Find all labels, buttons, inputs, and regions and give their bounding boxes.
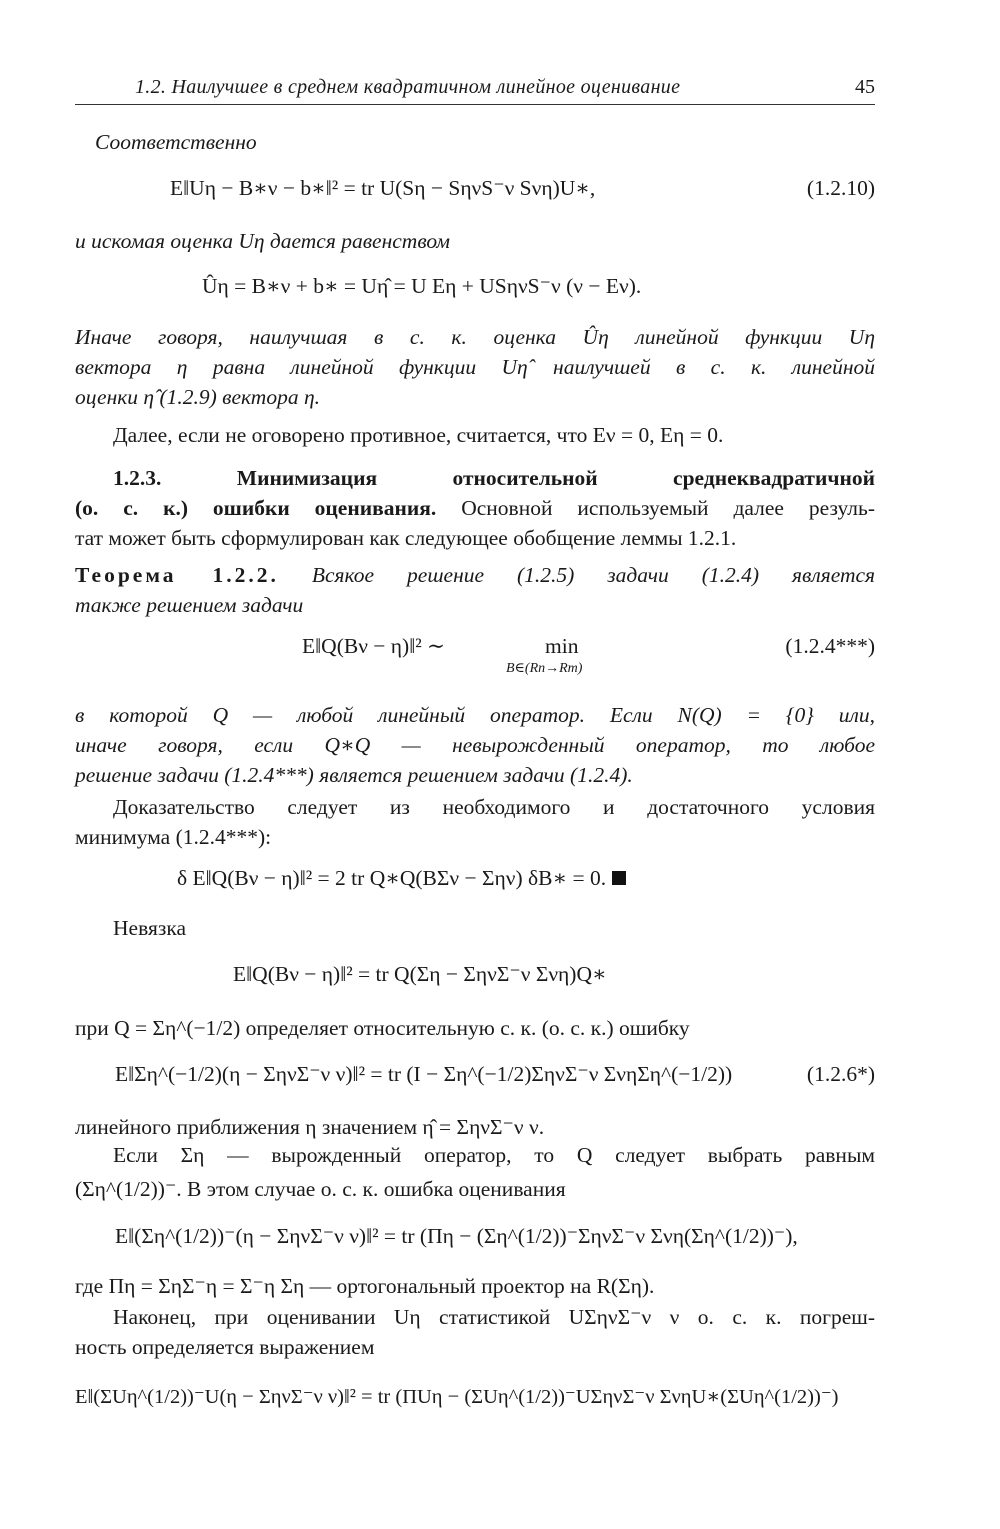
section-number: 1.2.3. xyxy=(113,466,162,490)
paragraph-linear-approx: линейного приближения η значением η̂ = ΣηνΣ⁻ν ν. xyxy=(75,1115,545,1139)
paragraph-assumption: Далее, если не оговорено противное, считается, что Eν = 0, Eη = 0. xyxy=(113,423,724,447)
theorem-line1 xyxy=(75,560,875,591)
section-intro-text: Основной используемый далее резуль- xyxy=(461,496,876,520)
paragraph-accordingly: Соответственно xyxy=(95,130,257,154)
section-1-2-3-heading-line1 xyxy=(75,463,875,494)
equation-residual: E‖Q(Bν − η)‖² = tr Q(Ση − ΣηνΣ⁻ν Σνη)Q∗ xyxy=(233,962,607,986)
equation-min-operator: min xyxy=(545,634,579,658)
theorem-cont-line3: решение задачи (1.2.4***) является решением задачи (1.2.4). xyxy=(75,763,633,787)
equation-number-1-2-6-star: (1.2.6*) xyxy=(806,1062,875,1086)
section-heading-text: Минимизация относительной среднеквадратичной xyxy=(236,466,876,490)
equation-variation-text: δ E‖Q(Bν − η)‖² = 2 tr Q∗Q(BΣν − Σην) δB∗ = 0. xyxy=(177,866,607,890)
paragraph-estimate-given: и искомая оценка Uη дается равенством xyxy=(75,229,451,253)
theorem-cont-line1: в которой Q — любой линейный оператор. Если N(Q) = {0} или, xyxy=(75,703,875,727)
proof-line1: Доказательство следует из необходимого и достаточного условия xyxy=(113,795,875,819)
equation-number-1-2-4-star: (1.2.4***) xyxy=(785,634,875,658)
paragraph-in-other-words-2: вектора η равна линейной функции Uη̂ наилучшей в с. к. линейной xyxy=(75,355,875,379)
theorem-text: Всякое решение (1.2.5) задачи (1.2.4) является xyxy=(311,563,876,587)
equation-estimate-U-eta: Ûη = B∗ν + b∗ = Uη̂ = U Eη + USηνS⁻ν (ν − Eν). xyxy=(202,274,642,298)
theorem-label: Теорема 1.2.2. xyxy=(75,563,279,587)
proof-line2: минимума (1.2.4***): xyxy=(75,825,272,849)
paragraph-finally-line2: ность определяется выражением xyxy=(75,1335,375,1359)
page-number: 45 xyxy=(855,76,875,98)
paragraph-in-other-words-3: оценки η̂ (1.2.9) вектора η. xyxy=(75,385,321,409)
paragraph-in-other-words-1: Иначе говоря, наилучшая в с. к. оценка Ûη линейной функции Uη xyxy=(75,325,875,349)
section-intro-text-line3: тат может быть сформулирован как следующее обобщение леммы 1.2.1. xyxy=(75,526,737,550)
equation-final: E‖(ΣUη^(1/2))⁻U(η − ΣηνΣ⁻ν ν)‖² = tr (ΠUη − (ΣUη^(1/2))⁻UΣηνΣ⁻ν ΣνηU∗(ΣUη^(1/2))⁻) xyxy=(75,1386,839,1408)
paragraph-residual: Невязка xyxy=(113,916,186,940)
running-header xyxy=(75,74,875,105)
theorem-line2: также решением задачи xyxy=(75,593,304,617)
equation-min-subscript: B∈(Rn→Rm) xyxy=(506,661,583,676)
section-heading-text-cont: (о. с. к.) ошибки оценивания. xyxy=(75,496,437,520)
paragraph-finally-line1: Наконец, при оценивании Uη статистикой UΣηνΣ⁻ν ν о. с. к. погреш- xyxy=(113,1305,875,1329)
paragraph-when-Q: при Q = Ση^(−1/2) определяет относительную с. к. (о. с. к.) ошибку xyxy=(75,1016,690,1040)
equation-1-2-4-star: E‖Q(Bν − η)‖² ∼ xyxy=(302,634,446,658)
section-1-2-3-heading-line2 xyxy=(75,493,875,524)
equation-variation xyxy=(177,866,626,891)
paragraph-degenerate-line2: (Ση^(1/2))⁻. В этом случае о. с. к. ошибка оценивания xyxy=(75,1177,566,1201)
equation-1-2-10: E‖Uη − B∗ν − b∗‖² = tr U(Sη − SηνS⁻ν Sνη)U∗, xyxy=(170,176,596,200)
section-title: 1.2. Наилучшее в среднем квадратичном линейное оценивание xyxy=(135,76,681,98)
equation-1-2-6-star: E‖Ση^(−1/2)(η − ΣηνΣ⁻ν ν)‖² = tr (I − Ση^(−1/2)ΣηνΣ⁻ν ΣνηΣη^(−1/2)) xyxy=(115,1062,733,1086)
theorem-cont-line2: иначе говоря, если Q∗Q — невырожденный оператор, то любое xyxy=(75,733,875,757)
equation-number-1-2-10: (1.2.10) xyxy=(806,176,875,200)
paragraph-degenerate-line1: Если Ση — вырожденный оператор, то Q следует выбрать равным xyxy=(113,1143,875,1167)
qed-square-icon xyxy=(612,871,626,885)
equation-degenerate-error: E‖(Ση^(1/2))⁻(η − ΣηνΣ⁻ν ν)‖² = tr (Πη − (Ση^(1/2))⁻ΣηνΣ⁻ν Σνη(Ση^(1/2))⁻), xyxy=(115,1224,798,1248)
paragraph-projector: где Πη = ΣηΣ⁻η = Σ⁻η Ση — ортогональный проектор на R(Ση). xyxy=(75,1274,655,1298)
